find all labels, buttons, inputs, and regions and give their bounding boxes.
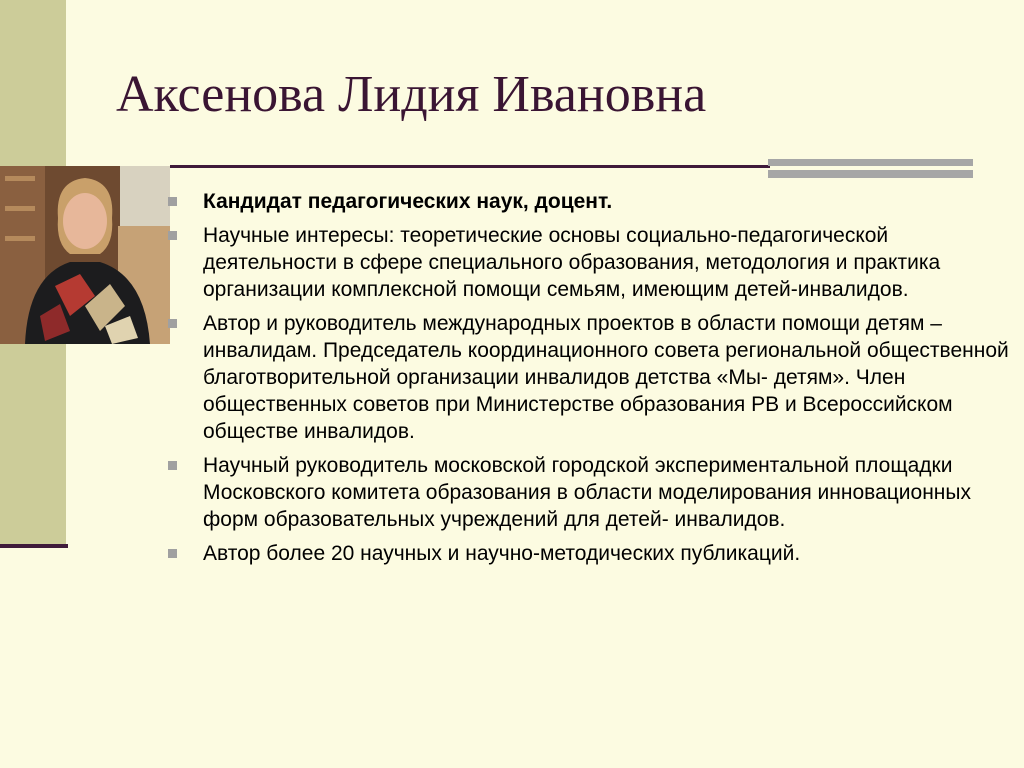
list-item bbox=[166, 188, 1016, 215]
bullet-text: Автор более 20 научных и научно-методических публикаций. bbox=[203, 542, 801, 565]
list-item bbox=[166, 452, 1016, 533]
square-bullet-icon bbox=[168, 231, 177, 240]
square-bullet-icon bbox=[168, 461, 177, 470]
slide-title: Аксенова Лидия Ивановна bbox=[116, 66, 707, 123]
bullet-text: Автор и руководитель международных проектов в области помощи детям – инвалидам. Председатель координационного совета региональной общественной благотворительной организации инвалидов детства «Мы- детям». Член общественных советов при Министерстве образования РВ и Всероссийском обществе инвалидов. bbox=[203, 312, 1009, 443]
portrait-photo bbox=[0, 166, 170, 344]
list-item bbox=[166, 540, 1016, 567]
title-divider-accent-bottom bbox=[768, 170, 973, 178]
bullet-text: Кандидат педагогических наук, доцент. bbox=[203, 190, 613, 213]
bullet-text: Научный руководитель московской городской экспериментальной площадки Московского комитета образования в области моделирования инновационных форм образовательных учреждений для детей- инвалидов. bbox=[203, 454, 971, 531]
square-bullet-icon bbox=[168, 319, 177, 328]
bullet-text: Научные интересы: теоретические основы социально-педагогической деятельности в сфере специального образования, методология и практика организации комплексной помощи семьям, имеющим детей-инвалидов. bbox=[203, 224, 941, 301]
bullet-list bbox=[166, 188, 1016, 574]
list-item bbox=[166, 310, 1016, 445]
square-bullet-icon bbox=[168, 549, 177, 558]
title-divider-line bbox=[170, 165, 770, 168]
side-decor-underline bbox=[0, 544, 68, 548]
title-divider-accent-top bbox=[768, 159, 973, 166]
square-bullet-icon bbox=[168, 197, 177, 206]
list-item bbox=[166, 222, 1016, 303]
